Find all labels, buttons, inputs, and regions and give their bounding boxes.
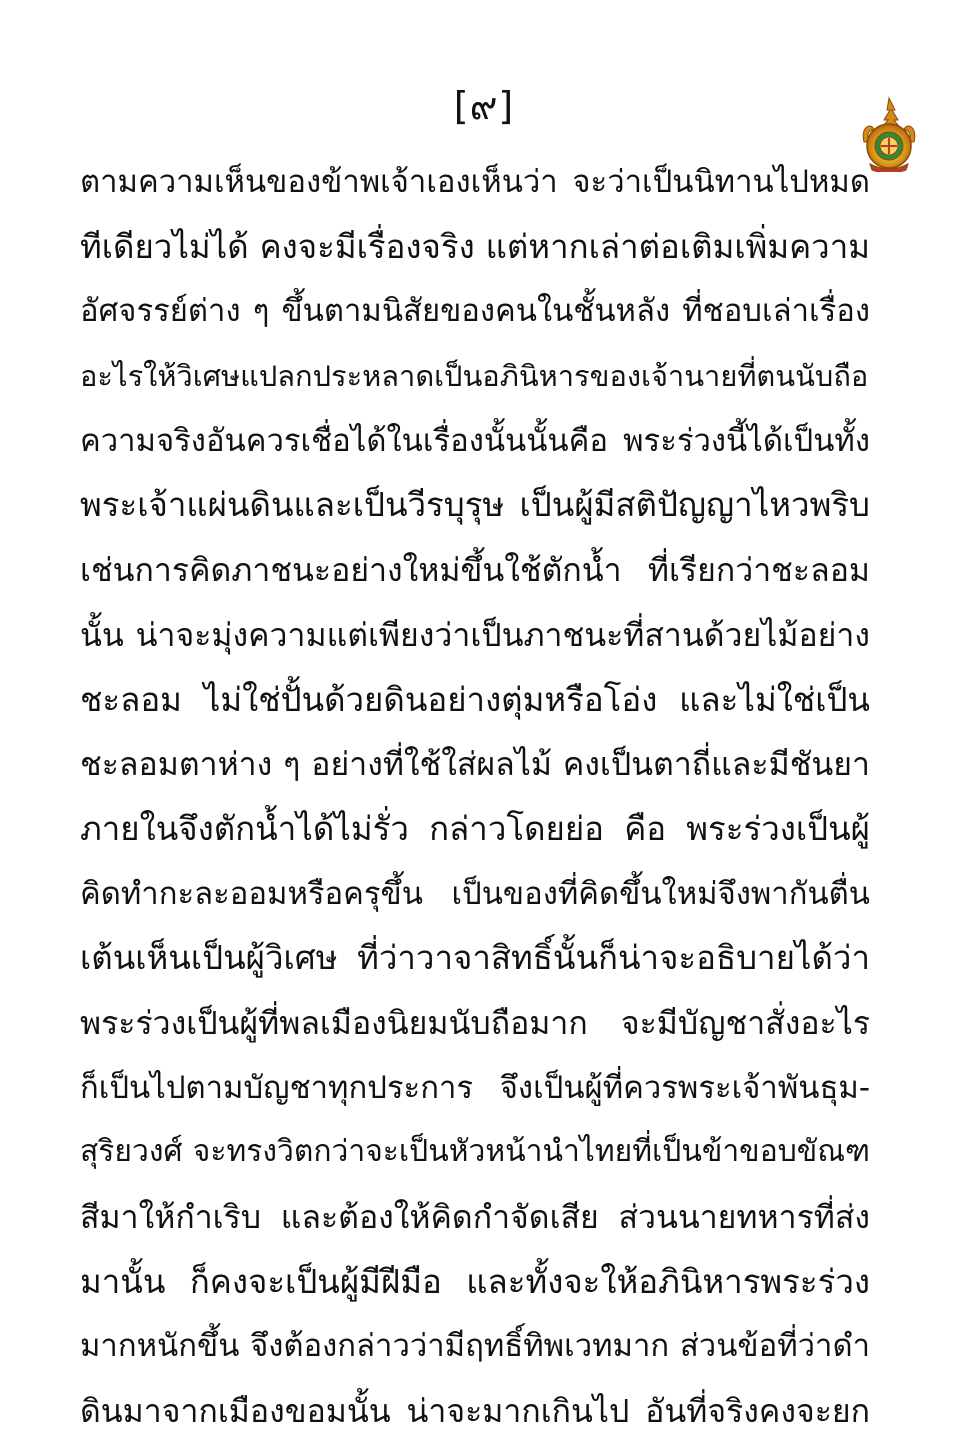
text-line: นั้น น่าจะมุ่งความแต่เพียงว่าเป็นภาชนะที่สานด้วยไม้อย่าง (80, 615, 870, 654)
text-line: มานั้น ก็คงจะเป็นผู้มีฝีมือ และทั้งจะให้อภินิหารพระร่วง (80, 1261, 870, 1301)
text-line: มากหนักขึ้น จึงต้องกล่าวว่ามีฤทธิ์ทิพเวทมาก ส่วนข้อที่ว่าดำ (80, 1328, 870, 1365)
text-line: เช่นการคิดภาชนะอย่างใหม่ขึ้นใช้ตักน้ำ ที่เรียกว่าชะลอม (80, 551, 870, 590)
body-text (80, 150, 870, 1444)
text-line: ความจริงอันควรเชื่อได้ในเรื่องนั้นนั้นคือ พระร่วงนี้ได้เป็นทั้ง (80, 422, 870, 459)
text-line: คิดทำกะละออมหรือครุขึ้น เป็นของที่คิดขึ้นใหม่จึงพากันตื่น (80, 875, 870, 912)
text-line: อะไรให้วิเศษแปลกประหลาดเป็นอภินิหารของเจ้านายที่ตนนับถือ (80, 359, 869, 394)
text-line: เต้นเห็นเป็นผู้วิเศษ ที่ว่าวาจาสิทธิ์นั้นก็น่าจะอธิบายได้ว่า (80, 938, 870, 978)
text-line: พระเจ้าแผ่นดินและเป็นวีรบุรุษ เป็นผู้มีสติปัญญาไหวพริบ (80, 485, 870, 525)
text-line: ทีเดียวไม่ได้ คงจะมีเรื่องจริง แต่หากเล่าต่อเติมเพิ่มความ (80, 226, 870, 266)
text-line: อัศจรรย์ต่าง ๆ ขึ้นตามนิสัยของคนในชั้นหลัง ที่ชอบเล่าเรื่อง (80, 293, 870, 330)
page-number: [๙] (453, 84, 515, 128)
text-line: ตามความเห็นของข้าพเจ้าเองเห็นว่า จะว่าเป็นนิทานไปหมด (80, 164, 870, 200)
text-line: พระร่วงเป็นผู้ที่พลเมืองนิยมนับถือมาก จะมีบัญชาสั่งอะไร (80, 1003, 870, 1042)
text-line: ดินมาจากเมืองขอมนั้น น่าจะมากเกินไป อันที่จริงคงจะยก (80, 1392, 870, 1431)
text-line: สุริยวงศ์ จะทรงวิตกว่าจะเป็นหัวหน้านำไทยที่เป็นข้าขอบขัณฑ (80, 1134, 870, 1170)
text-line: ก็เป็นไปตามบัญชาทุกประการ จึงเป็นผู้ที่ควรพระเจ้าพันธุม- (80, 1069, 870, 1106)
text-line: ชะลอมตาห่าง ๆ อย่างที่ใช้ใส่ผลไม้ คงเป็นตาถี่และมีชันยา (80, 745, 870, 784)
text-line: สีมาให้กำเริบ และต้องให้คิดกำจัดเสีย ส่วนนายทหารที่ส่ง (80, 1198, 870, 1236)
text-line: ภายในจึงตักน้ำได้ไม่รั่ว กล่าวโดยย่อ คือ พระร่วงเป็นผู้ (80, 808, 870, 848)
text-line: ชะลอม ไม่ใช่ปั้นด้วยดินอย่างตุ่มหรือโอ่ง และไม่ใช่เป็น (80, 679, 870, 719)
